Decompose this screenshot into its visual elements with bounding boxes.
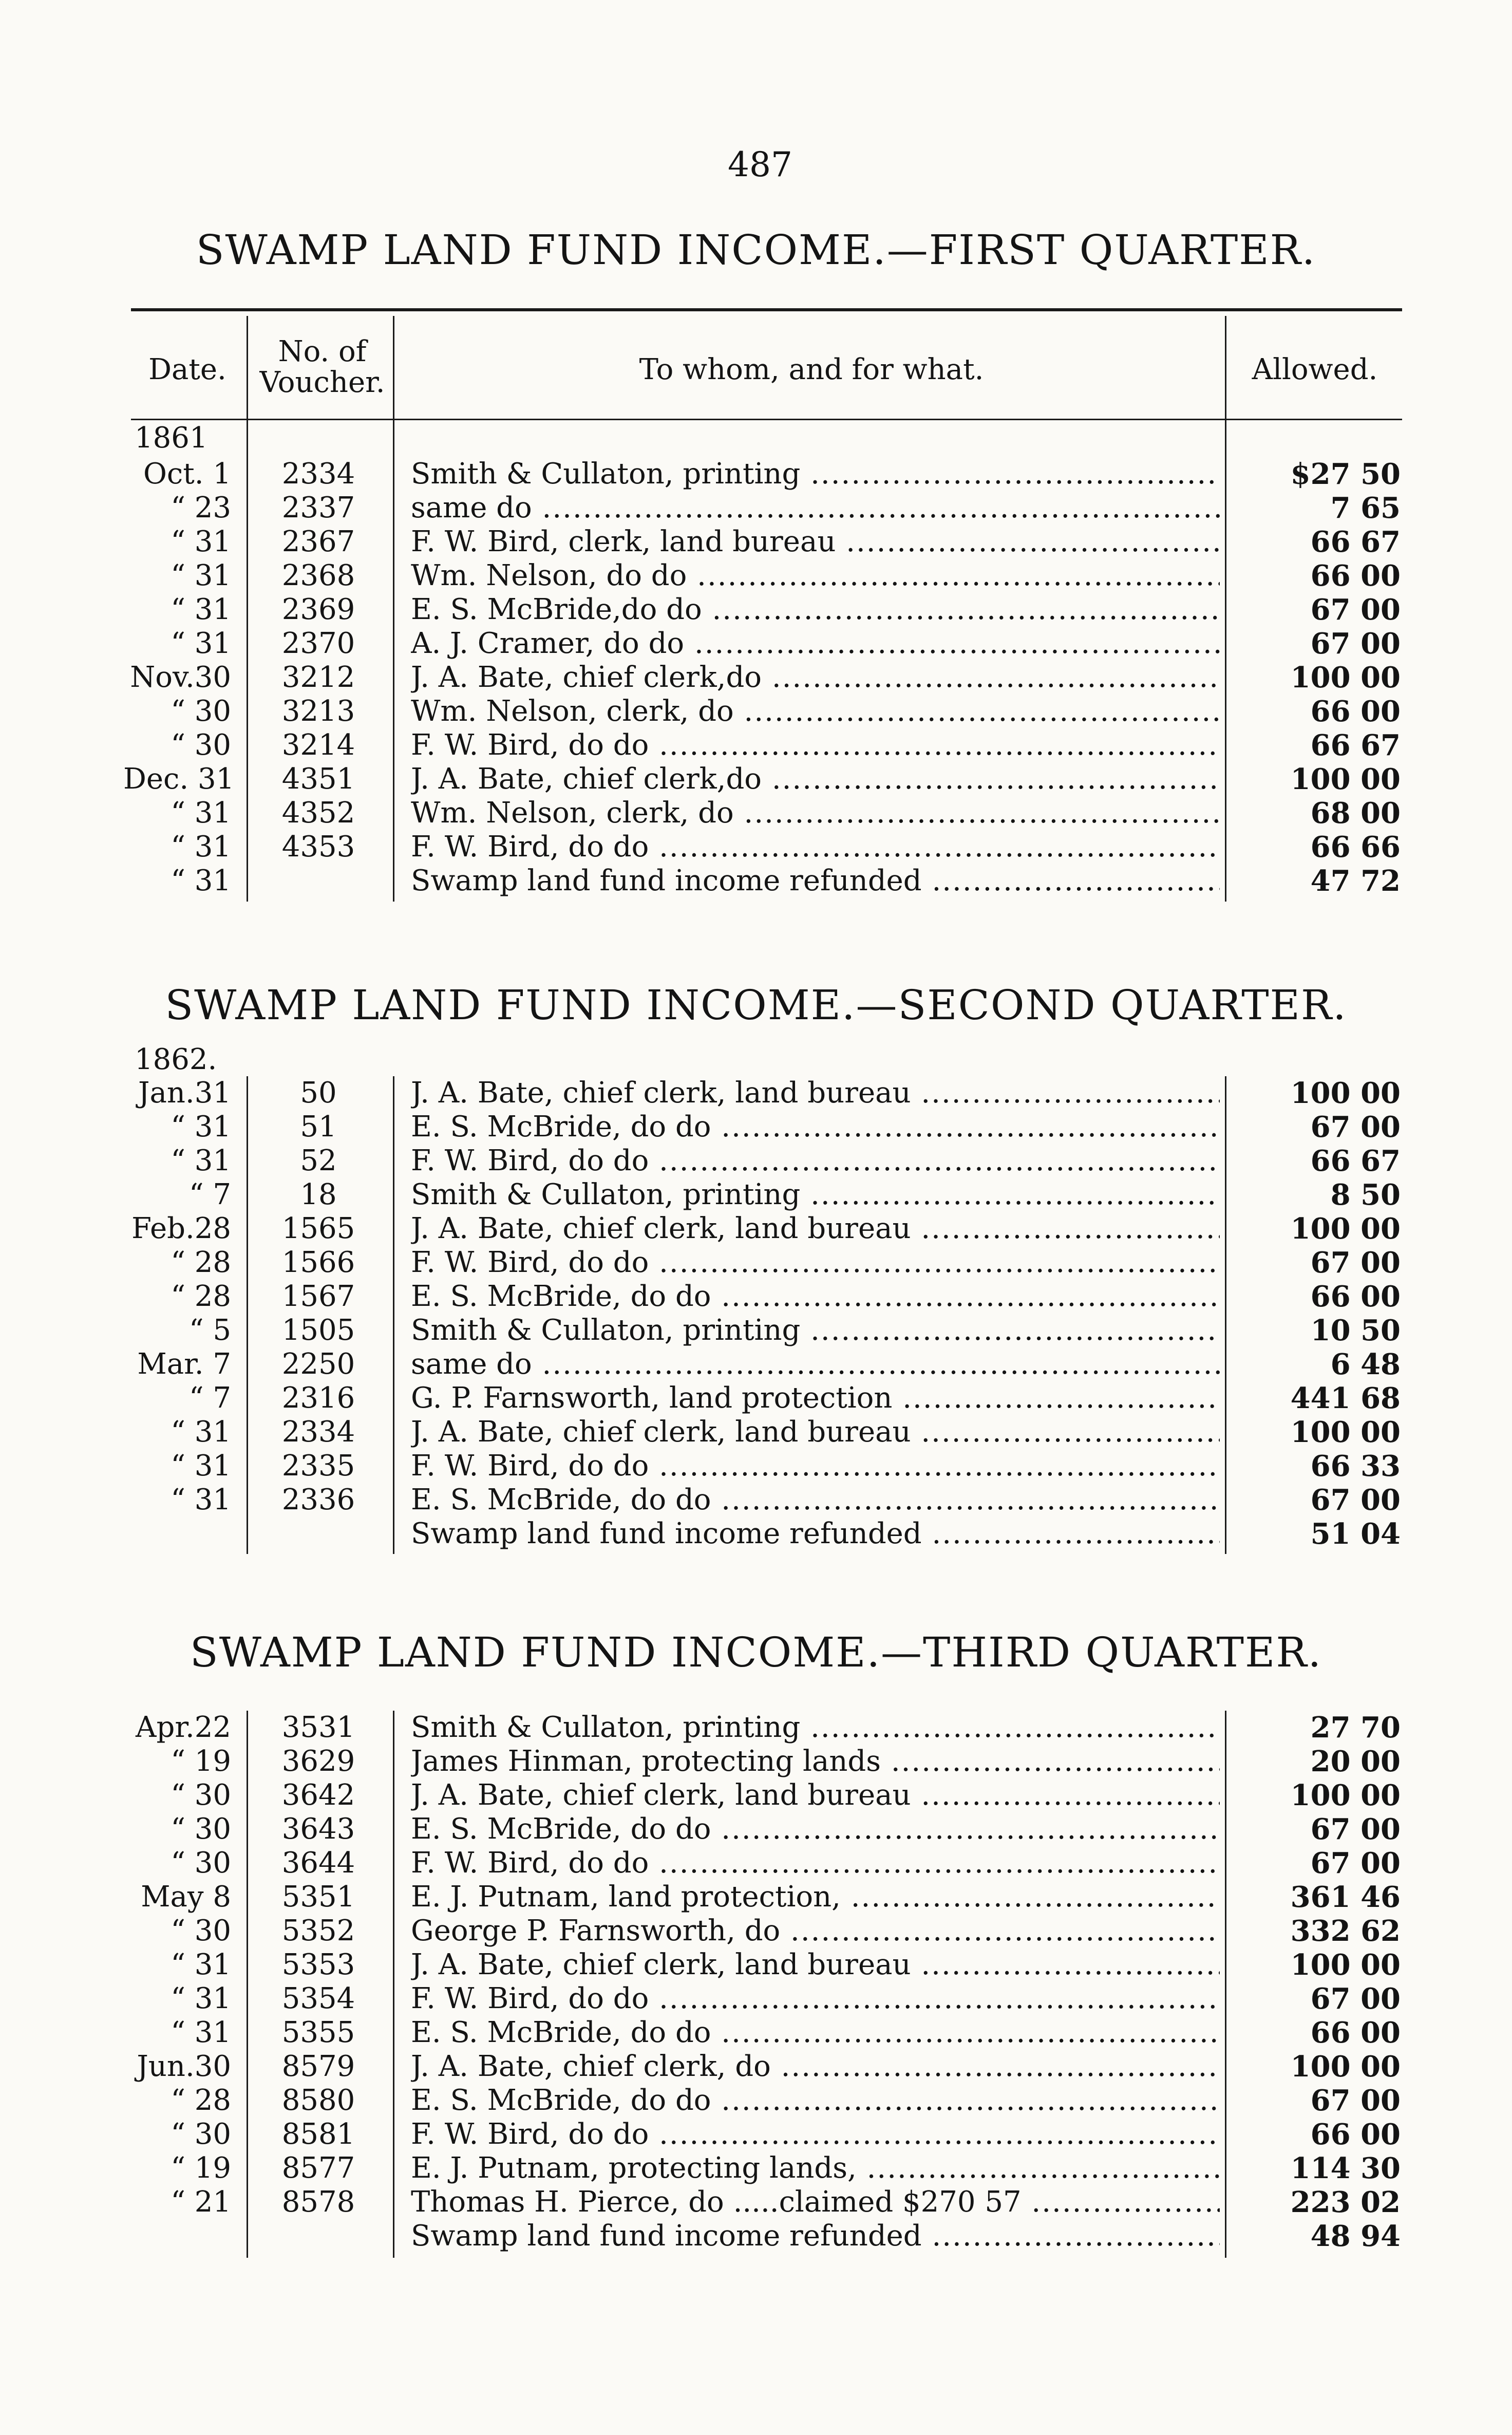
- description-cell: F. W. Bird, do do .....: [411, 1982, 1220, 2016]
- description-cell: F. W. Bird, clerk, land bureau .....: [411, 525, 1220, 559]
- description-cell: Smith & Cullaton, printing .....: [411, 1314, 1220, 1347]
- allowed-amount-cell: 51 04: [1310, 1517, 1401, 1551]
- ledger-row: [0, 1745, 1512, 1778]
- date-cell: Apr.22: [136, 1711, 231, 1744]
- description-cell: Thomas H. Pierce, do .....claimed $270 57 .....: [411, 2185, 1220, 2219]
- ledger-row: [0, 1076, 1512, 1110]
- date-cell: “ 19: [171, 2151, 231, 2185]
- ledger-row: [0, 559, 1512, 593]
- ledger-row: [0, 1415, 1512, 1449]
- ledger-row: [0, 627, 1512, 661]
- allowed-amount-cell: 67 00: [1310, 593, 1401, 627]
- allowed-amount-cell: 67 00: [1310, 1110, 1401, 1144]
- ledger-row: [0, 1449, 1512, 1483]
- ledger-row: [0, 2016, 1512, 2050]
- ledger-row: [0, 1517, 1512, 1551]
- ledger-row: [0, 1982, 1512, 2016]
- allowed-amount-cell: 66 66: [1310, 830, 1401, 864]
- ledger-row: [0, 525, 1512, 559]
- voucher-cell: 4353: [281, 830, 355, 864]
- date-cell: Jun.30: [137, 2050, 231, 2083]
- date-cell: “ 28: [171, 2084, 231, 2117]
- ledger-row: [0, 2084, 1512, 2118]
- description-cell: Wm. Nelson, do do .....: [411, 559, 1220, 593]
- date-cell: “ 30: [171, 695, 231, 728]
- ledger-row: [0, 1381, 1512, 1415]
- date-cell: “ 7: [188, 1381, 231, 1415]
- voucher-cell: 2316: [281, 1381, 355, 1415]
- voucher-cell: 51: [300, 1110, 337, 1144]
- date-cell: Feb.28: [131, 1212, 231, 1245]
- header-bottom-rule: [131, 419, 1402, 420]
- date-cell: “ 31: [171, 559, 231, 592]
- description-cell: F. W. Bird, do do .....: [411, 1144, 1220, 1178]
- voucher-cell: 2369: [281, 593, 355, 626]
- allowed-amount-cell: 361 46: [1290, 1880, 1401, 1914]
- ledger-row: [0, 1483, 1512, 1517]
- ledger-row: [0, 1144, 1512, 1178]
- ledger-row: [0, 2185, 1512, 2219]
- allowed-amount-cell: $27 50: [1290, 457, 1401, 491]
- ledger-row: [0, 2050, 1512, 2084]
- allowed-amount-cell: 67 00: [1310, 627, 1401, 661]
- allowed-amount-cell: 67 00: [1310, 1982, 1401, 2016]
- ledger-row: [0, 1110, 1512, 1144]
- allowed-header: Allowed.: [1252, 353, 1378, 386]
- description-cell: E. S. McBride, do do .....: [411, 1483, 1220, 1517]
- date-cell: “ 21: [171, 2185, 231, 2219]
- description-cell: Swamp land fund income refunded .....: [411, 864, 1220, 898]
- ledger-row: [0, 1178, 1512, 1212]
- voucher-cell: 8581: [281, 2118, 355, 2151]
- ledger-row: [0, 1246, 1512, 1280]
- description-cell: E. S. McBride, do do .....: [411, 2084, 1220, 2118]
- date-cell: “ 30: [171, 1778, 231, 1812]
- allowed-amount-cell: 48 94: [1310, 2219, 1401, 2253]
- voucher-cell: 4352: [281, 796, 355, 830]
- ledger-row: [0, 1914, 1512, 1948]
- description-cell: E. J. Putnam, land protection, .....: [411, 1880, 1220, 1914]
- allowed-amount-cell: 332 62: [1290, 1914, 1401, 1948]
- date-cell: Dec. 31: [123, 762, 235, 796]
- allowed-amount-cell: 100 00: [1290, 1076, 1401, 1110]
- ledger-row: [0, 593, 1512, 627]
- ledger-row: [0, 1314, 1512, 1347]
- description-header: To whom, and for what.: [639, 353, 984, 386]
- voucher-cell: 50: [300, 1076, 337, 1110]
- date-cell: “ 30: [171, 728, 231, 762]
- description-cell: Smith & Cullaton, printing .....: [411, 1178, 1220, 1212]
- allowed-amount-cell: 66 67: [1310, 728, 1401, 762]
- voucher-cell: 3213: [281, 695, 355, 728]
- ledger-row: [0, 796, 1512, 830]
- description-cell: G. P. Farnsworth, land protection .....: [411, 1381, 1220, 1415]
- voucher-cell: 8579: [281, 2050, 355, 2083]
- allowed-amount-cell: 114 30: [1290, 2151, 1401, 2185]
- section-title-third-quarter: SWAMP LAND FUND INCOME.—THIRD QUARTER.: [190, 1628, 1322, 1676]
- date-cell: “ 30: [171, 2118, 231, 2151]
- date-header: Date.: [148, 353, 226, 386]
- description-cell: J. A. Bate, chief clerk, land bureau .....: [411, 1076, 1220, 1110]
- voucher-cell: 3642: [281, 1778, 355, 1812]
- allowed-amount-cell: 6 48: [1330, 1347, 1401, 1381]
- allowed-amount-cell: 66 00: [1310, 2016, 1401, 2050]
- allowed-amount-cell: 67 00: [1310, 1846, 1401, 1880]
- allowed-amount-cell: 100 00: [1290, 1778, 1401, 1812]
- allowed-amount-cell: 66 33: [1310, 1449, 1401, 1483]
- description-cell: Wm. Nelson, clerk, do .....: [411, 695, 1220, 728]
- description-cell: F. W. Bird, do do .....: [411, 830, 1220, 864]
- description-cell: E. S. McBride, do do .....: [411, 1812, 1220, 1846]
- allowed-amount-cell: 66 67: [1310, 1144, 1401, 1178]
- voucher-cell: 3531: [281, 1711, 355, 1744]
- ledger-row: [0, 1212, 1512, 1246]
- voucher-cell: 5352: [281, 1914, 355, 1947]
- voucher-cell: 2368: [281, 559, 355, 592]
- description-cell: A. J. Cramer, do do .....: [411, 627, 1220, 661]
- voucher-cell: 2367: [281, 525, 355, 558]
- allowed-amount-cell: 7 65: [1330, 491, 1401, 525]
- voucher-cell: 2334: [281, 457, 355, 491]
- ledger-row: [0, 1948, 1512, 1982]
- allowed-amount-cell: 100 00: [1290, 762, 1401, 796]
- description-cell: James Hinman, protecting lands .....: [411, 1745, 1220, 1778]
- voucher-cell: 3644: [281, 1846, 355, 1880]
- voucher-cell: 2370: [281, 627, 355, 660]
- allowed-amount-cell: 100 00: [1290, 661, 1401, 695]
- ledger-row: [0, 1778, 1512, 1812]
- description-cell: J. A. Bate, chief clerk, land bureau .....: [411, 1778, 1220, 1812]
- voucher-cell: 2334: [281, 1415, 355, 1449]
- ledger-row: [0, 728, 1512, 762]
- description-cell: same do .....: [411, 491, 1220, 525]
- date-cell: Nov.30: [130, 661, 231, 694]
- allowed-amount-cell: 100 00: [1290, 1212, 1401, 1246]
- date-cell: “ 30: [171, 1846, 231, 1880]
- voucher-cell: 18: [300, 1178, 337, 1211]
- voucher-cell: 2337: [281, 491, 355, 525]
- voucher-cell: 8578: [281, 2185, 355, 2219]
- page-number: 487: [728, 145, 792, 184]
- allowed-amount-cell: 27 70: [1310, 1711, 1401, 1745]
- date-cell: “ 31: [171, 830, 231, 864]
- description-cell: F. W. Bird, do do .....: [411, 728, 1220, 762]
- year-label-1861: 1861: [135, 421, 208, 455]
- voucher-cell: 2335: [281, 1449, 355, 1483]
- date-cell: Oct. 1: [143, 457, 231, 491]
- allowed-amount-cell: 66 67: [1310, 525, 1401, 559]
- description-cell: George P. Farnsworth, do .....: [411, 1914, 1220, 1948]
- allowed-amount-cell: 223 02: [1290, 2185, 1401, 2219]
- date-cell: “ 31: [171, 525, 231, 558]
- ledger-row: [0, 661, 1512, 695]
- allowed-amount-cell: 67 00: [1310, 1483, 1401, 1517]
- date-cell: “ 23: [171, 491, 231, 525]
- ledger-row: [0, 1711, 1512, 1745]
- ledger-row: [0, 2118, 1512, 2151]
- description-cell: E. S. McBride, do do .....: [411, 1280, 1220, 1314]
- date-cell: “ 31: [171, 1144, 231, 1177]
- voucher-cell: 1567: [281, 1280, 355, 1313]
- description-cell: J. A. Bate, chief clerk,do .....: [411, 661, 1220, 695]
- description-cell: same do .....: [411, 1347, 1220, 1381]
- date-cell: “ 28: [171, 1246, 231, 1279]
- voucher-cell: 1566: [281, 1246, 355, 1279]
- description-cell: E. S. McBride,do do .....: [411, 593, 1220, 627]
- ledger-row: [0, 1812, 1512, 1846]
- date-cell: May 8: [141, 1880, 231, 1914]
- description-cell: J. A. Bate, chief clerk,do .....: [411, 762, 1220, 796]
- allowed-amount-cell: 67 00: [1310, 1246, 1401, 1280]
- year-label-1862: 1862.: [135, 1043, 217, 1076]
- date-cell: “ 31: [171, 1449, 231, 1483]
- date-cell: “ 31: [171, 2016, 231, 2049]
- description-cell: J. A. Bate, chief clerk, land bureau .....: [411, 1948, 1220, 1982]
- allowed-amount-cell: 47 72: [1310, 864, 1401, 898]
- description-cell: Wm. Nelson, clerk, do .....: [411, 796, 1220, 830]
- ledger-row: [0, 1347, 1512, 1381]
- description-cell: E. S. McBride, do do .....: [411, 2016, 1220, 2050]
- description-cell: Smith & Cullaton, printing .....: [411, 457, 1220, 491]
- allowed-amount-cell: 66 00: [1310, 2118, 1401, 2151]
- voucher-cell: 52: [300, 1144, 337, 1177]
- ledger-row: [0, 1846, 1512, 1880]
- description-cell: J. A. Bate, chief clerk, do .....: [411, 2050, 1220, 2084]
- section-title-second-quarter: SWAMP LAND FUND INCOME.—SECOND QUARTER.: [165, 981, 1347, 1029]
- description-cell: J. A. Bate, chief clerk, land bureau .....: [411, 1212, 1220, 1246]
- allowed-amount-cell: 100 00: [1290, 1948, 1401, 1982]
- date-cell: “ 31: [171, 593, 231, 626]
- ledger-row: [0, 457, 1512, 491]
- description-cell: E. S. McBride, do do .....: [411, 1110, 1220, 1144]
- ledger-row: [0, 2219, 1512, 2253]
- voucher-cell: 2250: [281, 1347, 355, 1381]
- allowed-amount-cell: 66 00: [1310, 559, 1401, 593]
- date-cell: “ 28: [171, 1280, 231, 1313]
- description-cell: F. W. Bird, do do .....: [411, 1846, 1220, 1880]
- ledger-row: [0, 1280, 1512, 1314]
- allowed-amount-cell: 20 00: [1310, 1745, 1401, 1778]
- voucher-cell: 3629: [281, 1745, 355, 1778]
- header-top-rule: [131, 308, 1402, 311]
- voucher-cell: 3212: [281, 661, 355, 694]
- allowed-amount-cell: 100 00: [1290, 1415, 1401, 1449]
- description-cell: F. W. Bird, do do .....: [411, 2118, 1220, 2151]
- voucher-cell: 2336: [281, 1483, 355, 1516]
- voucher-cell: 1505: [281, 1314, 355, 1347]
- date-cell: “ 31: [171, 1948, 231, 1981]
- allowed-amount-cell: 8 50: [1330, 1178, 1401, 1212]
- description-cell: F. W. Bird, do do .....: [411, 1449, 1220, 1483]
- date-cell: “ 31: [171, 1982, 231, 2015]
- voucher-cell: 8577: [281, 2151, 355, 2185]
- voucher-cell: 3214: [281, 728, 355, 762]
- voucher-cell: 5353: [281, 1948, 355, 1981]
- allowed-amount-cell: 441 68: [1290, 1381, 1401, 1415]
- allowed-amount-cell: 68 00: [1310, 796, 1401, 830]
- date-cell: “ 19: [171, 1745, 231, 1778]
- date-cell: “ 31: [171, 864, 231, 897]
- date-cell: Jan.31: [138, 1076, 231, 1110]
- voucher-cell: 5355: [281, 2016, 355, 2049]
- description-cell: E. J. Putnam, protecting lands, .....: [411, 2151, 1220, 2185]
- date-cell: “ 31: [171, 796, 231, 830]
- date-cell: “ 31: [171, 627, 231, 660]
- description-cell: Smith & Cullaton, printing .....: [411, 1711, 1220, 1745]
- voucher-cell: 3643: [281, 1812, 355, 1846]
- description-cell: Swamp land fund income refunded .....: [411, 2219, 1220, 2253]
- date-cell: “ 5: [188, 1314, 231, 1347]
- allowed-amount-cell: 10 50: [1310, 1314, 1401, 1347]
- date-cell: “ 30: [171, 1812, 231, 1846]
- ledger-row: [0, 695, 1512, 728]
- description-cell: F. W. Bird, do do .....: [411, 1246, 1220, 1280]
- ledger-row: [0, 762, 1512, 796]
- date-cell: Mar. 7: [137, 1347, 231, 1381]
- allowed-amount-cell: 66 00: [1310, 695, 1401, 728]
- voucher-cell: 4351: [281, 762, 355, 796]
- date-cell: “ 30: [171, 1914, 231, 1947]
- ledger-row: [0, 830, 1512, 864]
- date-cell: “ 31: [171, 1110, 231, 1144]
- allowed-amount-cell: 67 00: [1310, 2084, 1401, 2118]
- voucher-cell: 5354: [281, 1982, 355, 2015]
- allowed-amount-cell: 67 00: [1310, 1812, 1401, 1846]
- voucher-cell: 5351: [281, 1880, 355, 1914]
- description-cell: Swamp land fund income refunded .....: [411, 1517, 1220, 1551]
- voucher-cell: 8580: [281, 2084, 355, 2117]
- description-cell: J. A. Bate, chief clerk, land bureau .....: [411, 1415, 1220, 1449]
- date-cell: “ 31: [171, 1415, 231, 1449]
- voucher-header: No. of Voucher.: [259, 335, 385, 399]
- ledger-row: [0, 2151, 1512, 2185]
- allowed-amount-cell: 66 00: [1310, 1280, 1401, 1314]
- allowed-amount-cell: 100 00: [1290, 2050, 1401, 2084]
- ledger-row: [0, 864, 1512, 898]
- date-cell: “ 31: [171, 1483, 231, 1516]
- ledger-row: [0, 491, 1512, 525]
- ledger-row: [0, 1880, 1512, 1914]
- date-cell: “ 7: [188, 1178, 231, 1211]
- voucher-cell: 1565: [281, 1212, 355, 1245]
- section-title-first-quarter: SWAMP LAND FUND INCOME.—FIRST QUARTER.: [196, 226, 1316, 274]
